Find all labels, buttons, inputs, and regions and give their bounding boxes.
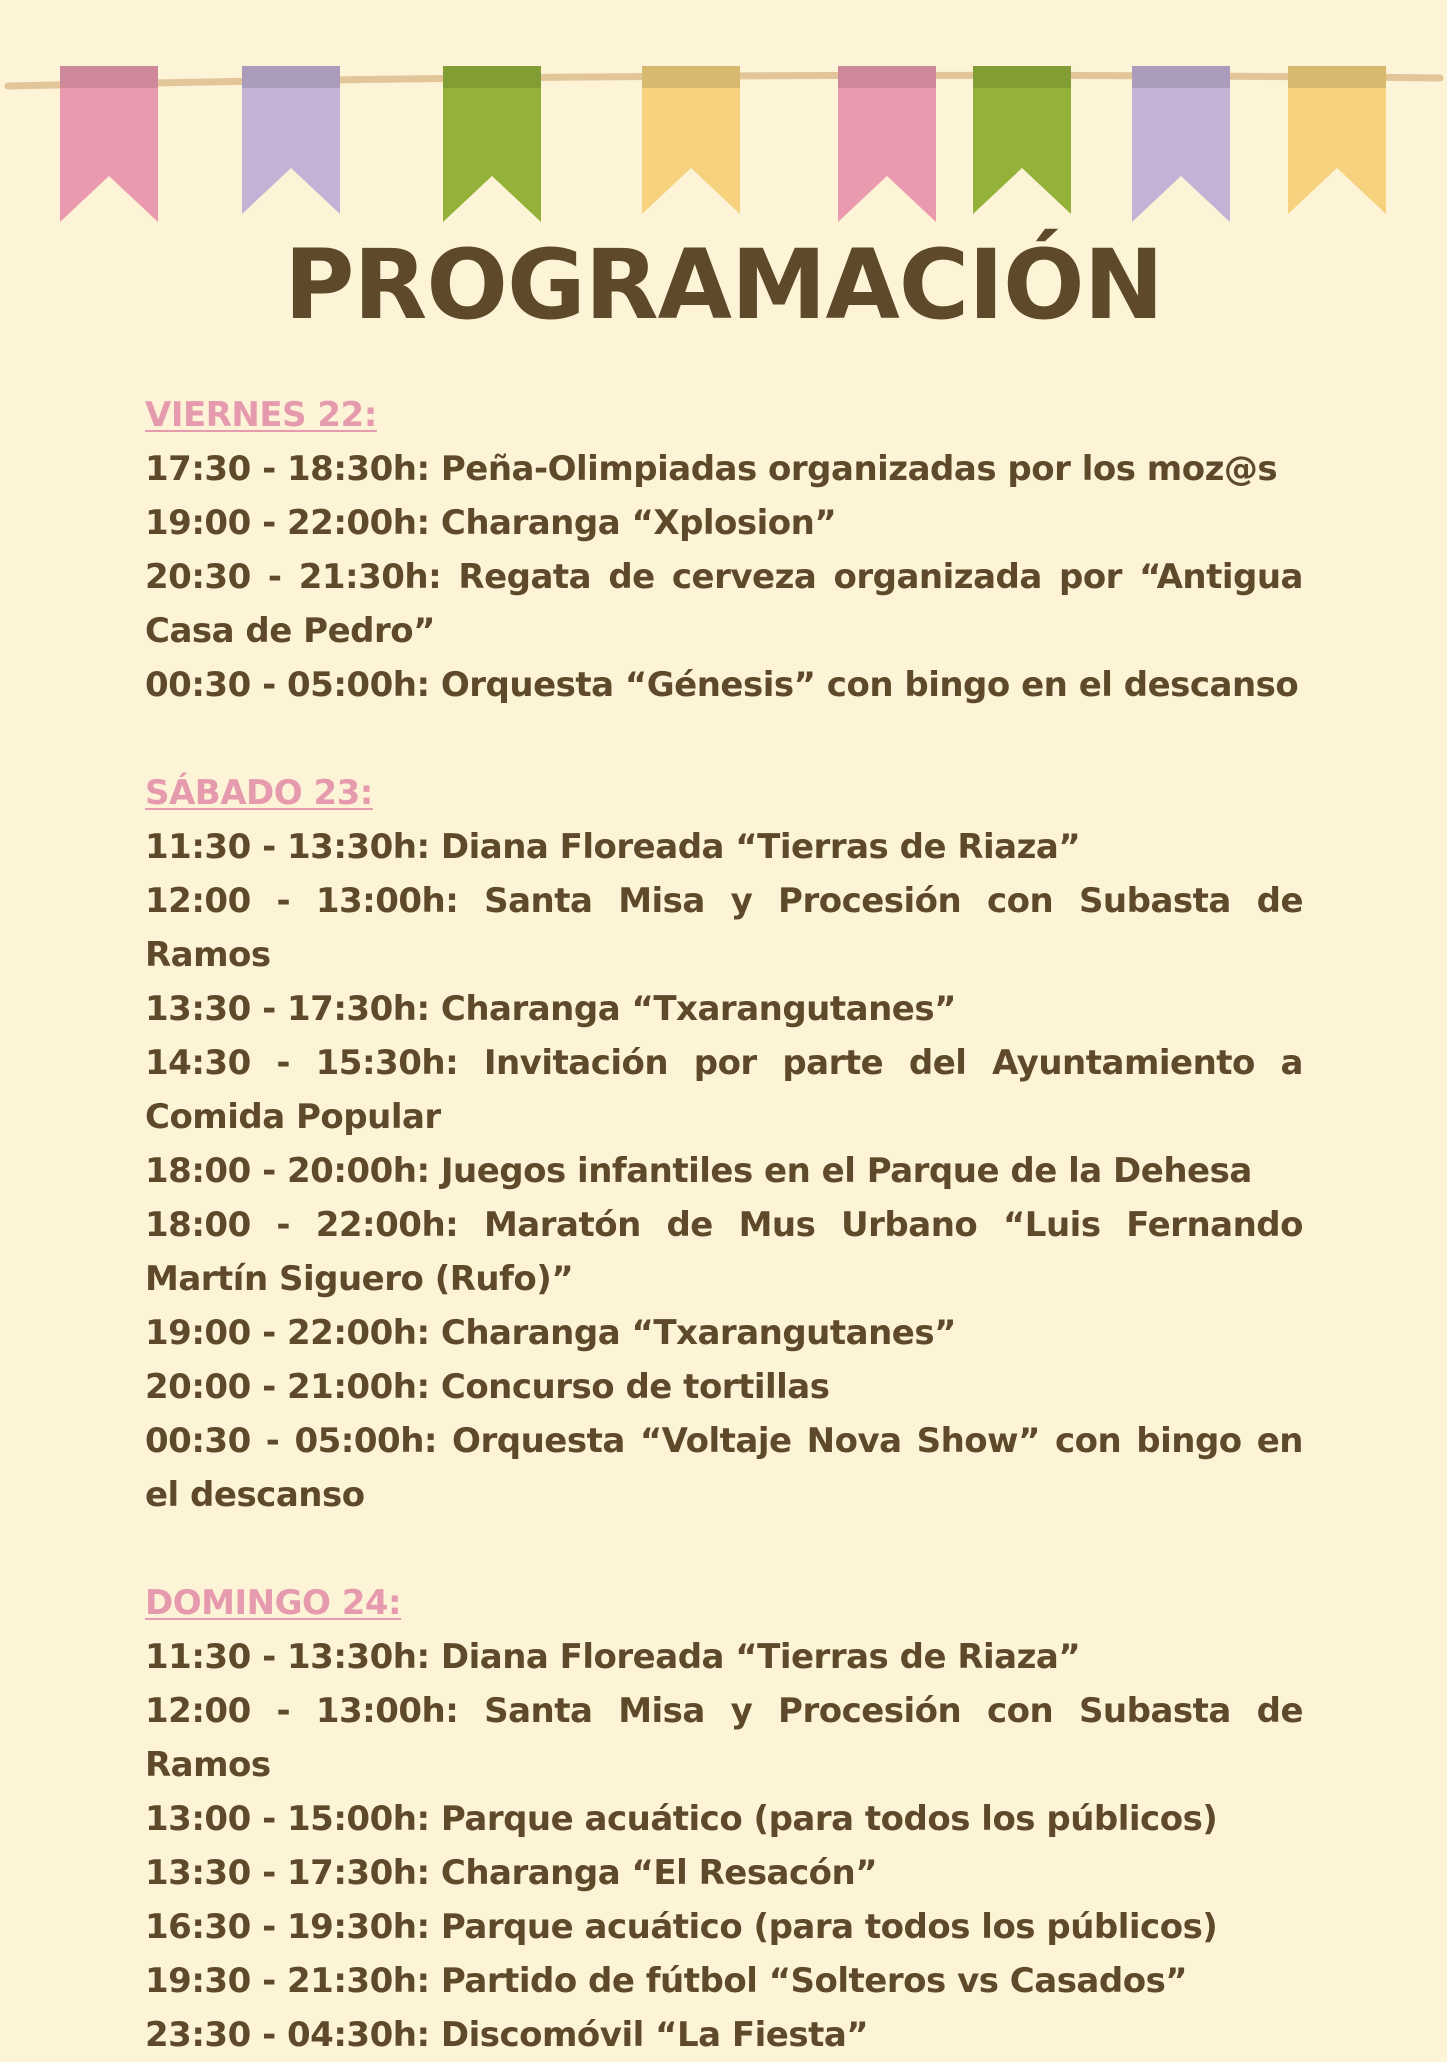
- event-item: 18:00 - 20:00h: Juegos infantiles en el Parque de la Dehesa: [145, 1151, 1252, 1191]
- bunting-flag-band: [642, 66, 740, 88]
- bunting-flag: [973, 66, 1071, 214]
- event-item: 00:30 - 05:00h: Orquesta “Voltaje Nova Show” con bingo en el descanso: [145, 1421, 1303, 1515]
- event-item: 14:30 - 15:30h: Invitación por parte del Ayuntamiento a Comida Popular: [145, 1043, 1303, 1137]
- program-content: [145, 388, 1303, 2062]
- page-title: PROGRAMACIÓN: [284, 229, 1163, 341]
- bunting-flag-band: [242, 66, 340, 88]
- day-heading: VIERNES 22:: [145, 395, 377, 435]
- bunting-flag-band: [60, 66, 158, 88]
- event-item: 17:30 - 18:30h: Peña-Olimpiadas organizadas por los moz@s: [145, 449, 1278, 489]
- event-item: 19:30 - 21:30h: Partido de fútbol “Solteros vs Casados”: [145, 1961, 1188, 2001]
- event-item: 13:30 - 17:30h: Charanga “Txarangutanes”: [145, 989, 956, 1029]
- event-list: [145, 442, 1303, 712]
- day-section-sunday: [145, 1576, 1303, 2062]
- bunting-flag: [838, 66, 936, 222]
- event-item: 13:30 - 17:30h: Charanga “El Resacón”: [145, 1853, 878, 1893]
- day-section-friday: [145, 388, 1303, 712]
- bunting-flag-band: [838, 66, 936, 88]
- event-item: 13:00 - 15:00h: Parque acuático (para todos los públicos): [145, 1799, 1218, 1839]
- bunting-flag-band: [443, 66, 541, 88]
- day-section-saturday: [145, 766, 1303, 1522]
- event-item: 20:30 - 21:30h: Regata de cerveza organizada por “Antigua Casa de Pedro”: [145, 557, 1303, 651]
- event-item: 20:00 - 21:00h: Concurso de tortillas: [145, 1367, 830, 1407]
- bunting-flag-band: [1288, 66, 1386, 88]
- event-item: 12:00 - 13:00h: Santa Misa y Procesión con Subasta de Ramos: [145, 881, 1303, 975]
- event-list: [145, 1630, 1303, 2062]
- bunting-flag: [443, 66, 541, 222]
- day-heading: DOMINGO 24:: [145, 1583, 402, 1623]
- bunting-flag-band: [973, 66, 1071, 88]
- bunting-flag: [60, 66, 158, 222]
- event-item: 11:30 - 13:30h: Diana Floreada “Tierras de Riaza”: [145, 1637, 1081, 1677]
- event-list: [145, 820, 1303, 1522]
- event-item: 16:30 - 19:30h: Parque acuático (para todos los públicos): [145, 1907, 1218, 1947]
- event-item: 23:30 - 04:30h: Discomóvil “La Fiesta”: [145, 2015, 869, 2055]
- event-item: 12:00 - 13:00h: Santa Misa y Procesión con Subasta de Ramos: [145, 1691, 1303, 1785]
- day-heading: SÁBADO 23:: [145, 773, 373, 813]
- event-item: 19:00 - 22:00h: Charanga “Txarangutanes”: [145, 1313, 956, 1353]
- bunting-flag: [642, 66, 740, 214]
- bunting-flag-band: [1132, 66, 1230, 88]
- event-item: 00:30 - 05:00h: Orquesta “Génesis” con bingo en el descanso: [145, 665, 1299, 705]
- bunting-decoration: [0, 0, 1447, 240]
- event-item: 18:00 - 22:00h: Maratón de Mus Urbano “Luis Fernando Martín Siguero (Rufo)”: [145, 1205, 1303, 1299]
- bunting-flag: [1288, 66, 1386, 214]
- bunting-flag: [1132, 66, 1230, 222]
- bunting-flag: [242, 66, 340, 214]
- event-item: 11:30 - 13:30h: Diana Floreada “Tierras de Riaza”: [145, 827, 1081, 867]
- event-item: 19:00 - 22:00h: Charanga “Xplosion”: [145, 503, 837, 543]
